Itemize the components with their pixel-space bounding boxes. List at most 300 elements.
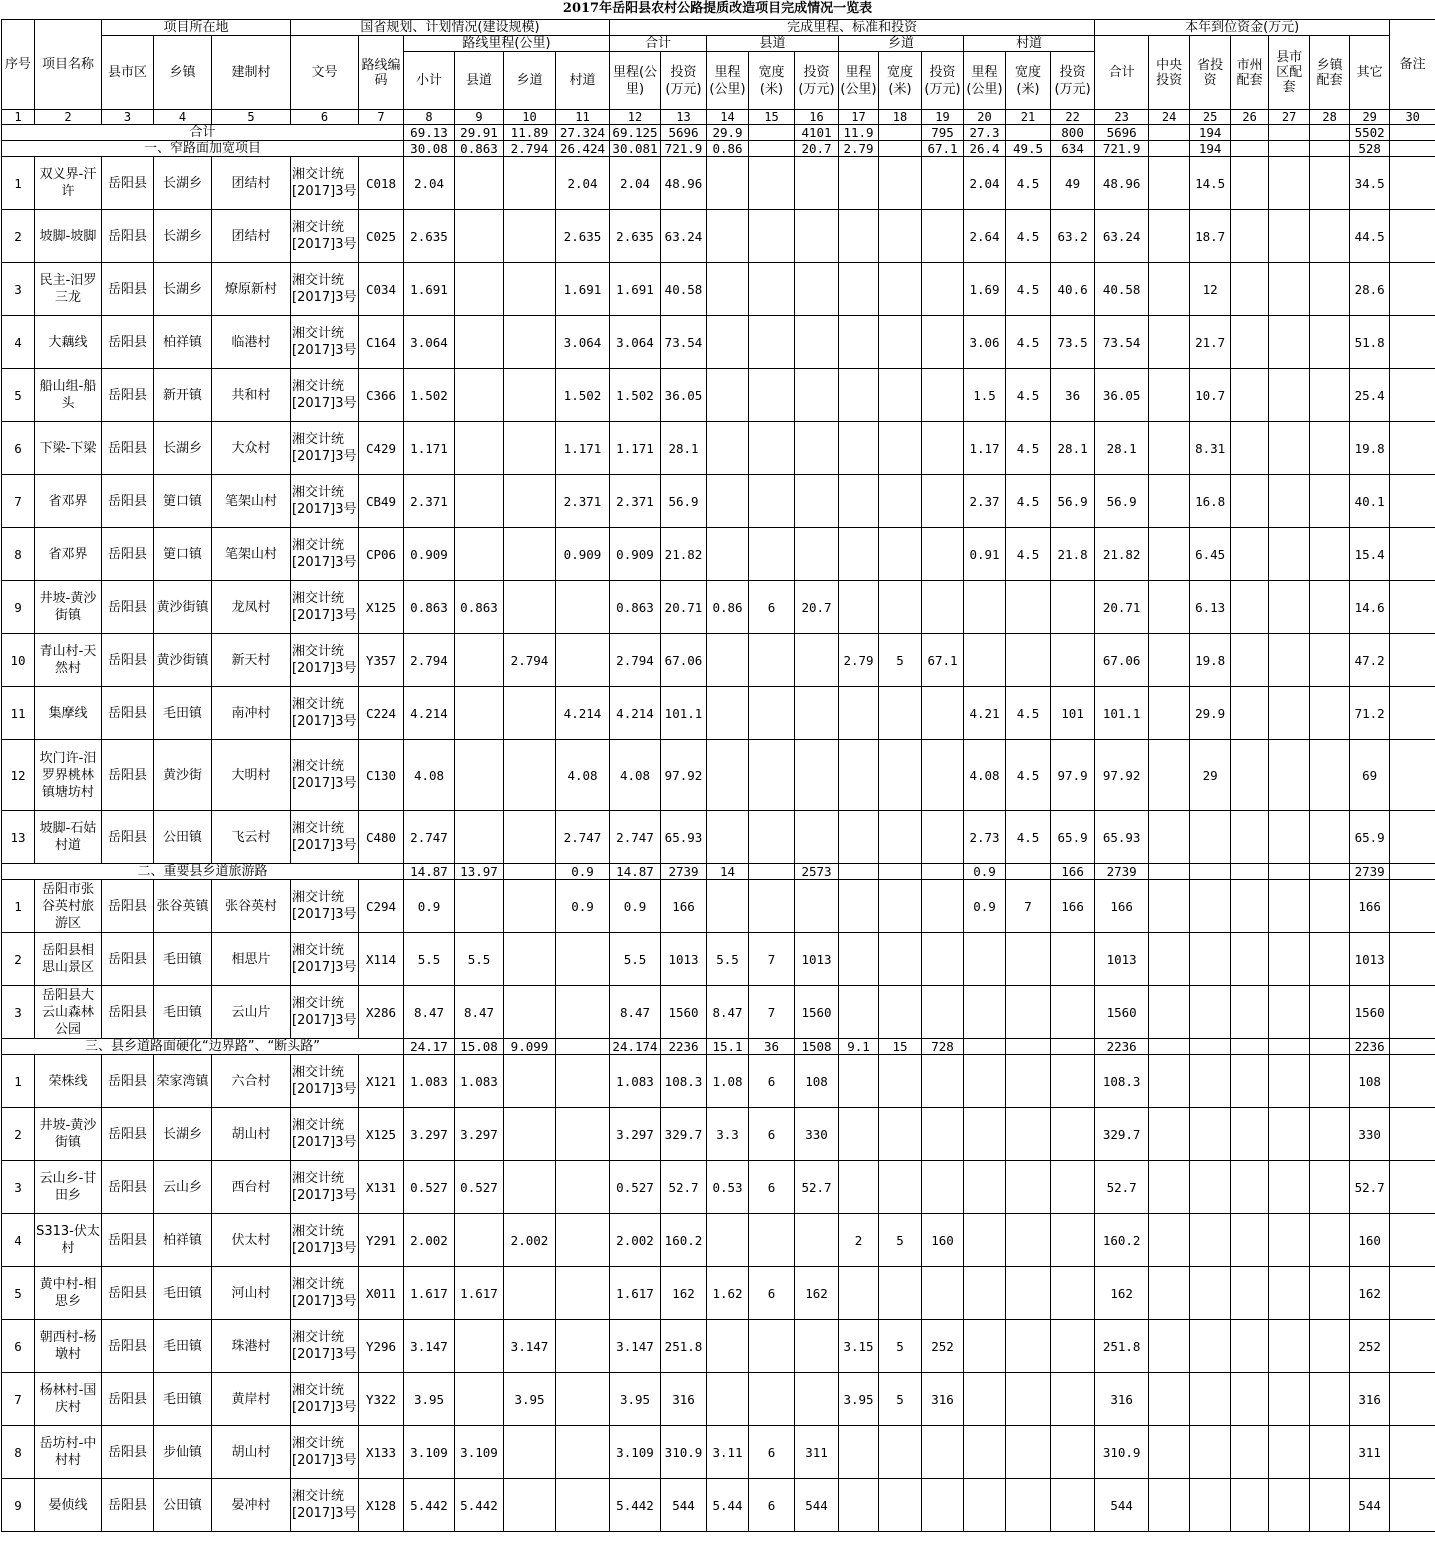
column-number: 8: [404, 110, 455, 125]
table-cell: [879, 1267, 922, 1320]
grand-total-row-cell: [1006, 125, 1051, 141]
header-route-mileage-group: 路线里程(公里): [404, 36, 610, 52]
section-total-row-cell: 30.081: [610, 141, 661, 157]
table-cell: 56.9: [1095, 475, 1149, 528]
table-cell: 3.297: [610, 1108, 661, 1161]
table-cell: [707, 475, 749, 528]
table-cell: 0.9: [610, 880, 661, 933]
column-number: 27: [1269, 110, 1310, 125]
section-total-row-cell: 0.9: [964, 864, 1006, 880]
table-cell: 1.08: [707, 1055, 749, 1108]
table-cell: [964, 1479, 1006, 1532]
table-cell: [1149, 1214, 1190, 1267]
table-cell: 4.214: [610, 687, 661, 740]
table-cell: [1190, 1267, 1231, 1320]
section-total-row-cell: [1231, 141, 1269, 157]
section-total-row-cell: [879, 141, 922, 157]
table-cell: [707, 316, 749, 369]
header-city: 市州配套: [1231, 36, 1269, 110]
table-cell: 2: [2, 210, 35, 263]
table-cell: [1269, 316, 1310, 369]
table-cell: 7: [2, 1373, 35, 1426]
table-cell: 4.08: [556, 740, 610, 811]
table-cell: [964, 1373, 1006, 1426]
table-cell: 2: [2, 1108, 35, 1161]
table-cell: 25.4: [1350, 369, 1390, 422]
table-cell: 1560: [795, 986, 839, 1039]
table-cell: 4.08: [404, 740, 455, 811]
table-cell: 1.083: [455, 1055, 504, 1108]
table-cell: 251.8: [661, 1320, 707, 1373]
table-cell: [1390, 422, 1435, 475]
table-cell: 3.064: [610, 316, 661, 369]
table-cell: 329.7: [1095, 1108, 1149, 1161]
section-total-row-cell: 36: [749, 1039, 795, 1055]
table-cell: [749, 263, 795, 316]
table-cell: [1231, 369, 1269, 422]
grand-total-row-cell: [749, 125, 795, 141]
header-project-name: 项目名称: [35, 20, 102, 110]
table-cell: 湘交计统[2017]3号: [291, 369, 359, 422]
table-cell: [504, 1426, 556, 1479]
table-cell: [1190, 1426, 1231, 1479]
table-cell: 48.96: [1095, 157, 1149, 210]
table-cell: 柏祥镇: [154, 316, 212, 369]
table-cell: 岳阳县: [102, 422, 154, 475]
table-cell: [1231, 986, 1269, 1039]
table-cell: [1269, 1108, 1310, 1161]
header-county-investment: 投资(万元): [795, 52, 839, 110]
table-cell: 长湖乡: [154, 422, 212, 475]
table-cell: [922, 1267, 964, 1320]
table-cell: CB49: [359, 475, 404, 528]
table-cell: 101: [1051, 687, 1095, 740]
grand-total-row-cell: 5696: [661, 125, 707, 141]
table-row: [2, 1320, 1435, 1373]
table-cell: [749, 1214, 795, 1267]
header-total-group: 合计: [610, 36, 707, 52]
section-total-row-cell: [1310, 141, 1350, 157]
column-number: 3: [102, 110, 154, 125]
table-row: [2, 811, 1435, 864]
table-cell: [1269, 263, 1310, 316]
table-cell: [707, 811, 749, 864]
table-row: [2, 933, 1435, 986]
table-cell: CP06: [359, 528, 404, 581]
table-cell: [455, 1373, 504, 1426]
table-cell: 4.5: [1006, 369, 1051, 422]
table-cell: [1231, 263, 1269, 316]
table-cell: 4.5: [1006, 475, 1051, 528]
table-cell: [922, 1161, 964, 1214]
table-cell: [1310, 1320, 1350, 1373]
table-cell: [455, 687, 504, 740]
table-cell: C429: [359, 422, 404, 475]
section-total-row-cell: 14.87: [404, 864, 455, 880]
column-number: 28: [1310, 110, 1350, 125]
table-cell: 3.11: [707, 1426, 749, 1479]
table-cell: [1390, 811, 1435, 864]
table-cell: [1390, 1161, 1435, 1214]
column-number: 4: [154, 110, 212, 125]
table-cell: [922, 880, 964, 933]
table-cell: C025: [359, 210, 404, 263]
table-cell: 湘交计统[2017]3号: [291, 740, 359, 811]
table-cell: 7: [1006, 880, 1051, 933]
table-cell: 8.47: [610, 986, 661, 1039]
table-cell: 101.1: [1095, 687, 1149, 740]
table-cell: 2.73: [964, 811, 1006, 864]
table-cell: 民主-汨罗三龙: [35, 263, 102, 316]
table-cell: 5.5: [707, 933, 749, 986]
table-cell: [455, 740, 504, 811]
table-cell: 310.9: [1095, 1426, 1149, 1479]
table-cell: [504, 1055, 556, 1108]
table-cell: [1269, 581, 1310, 634]
table-cell: [1390, 369, 1435, 422]
table-cell: [1269, 422, 1310, 475]
table-cell: [1310, 933, 1350, 986]
table-cell: 毛田镇: [154, 933, 212, 986]
table-cell: [1310, 581, 1350, 634]
table-cell: [504, 1479, 556, 1532]
table-cell: [556, 1161, 610, 1214]
table-cell: 柏祥镇: [154, 1214, 212, 1267]
table-cell: [795, 634, 839, 687]
table-cell: [1269, 1320, 1310, 1373]
table-cell: C224: [359, 687, 404, 740]
table-cell: [839, 581, 879, 634]
table-cell: 8.31: [1190, 422, 1231, 475]
table-cell: [879, 422, 922, 475]
table-cell: 3.297: [404, 1108, 455, 1161]
table-cell: 330: [1350, 1108, 1390, 1161]
table-cell: 筻口镇: [154, 475, 212, 528]
table-cell: [749, 1320, 795, 1373]
table-cell: X133: [359, 1426, 404, 1479]
table-cell: [839, 687, 879, 740]
table-cell: [1149, 880, 1190, 933]
table-cell: 40.1: [1350, 475, 1390, 528]
table-cell: [749, 1373, 795, 1426]
header-township-investment: 投资(万元): [922, 52, 964, 110]
header-township: 乡镇: [154, 36, 212, 110]
table-cell: [1051, 1320, 1095, 1373]
table-cell: [504, 1267, 556, 1320]
table-cell: 毛田镇: [154, 1320, 212, 1373]
table-cell: [1390, 475, 1435, 528]
table-cell: 2.371: [404, 475, 455, 528]
table-cell: 岳阳县: [102, 740, 154, 811]
table-cell: [1190, 1108, 1231, 1161]
table-cell: 燎原新村: [212, 263, 291, 316]
table-cell: [839, 1479, 879, 1532]
table-cell: 2.635: [556, 210, 610, 263]
table-cell: [1149, 528, 1190, 581]
table-cell: [1190, 1373, 1231, 1426]
column-number: 21: [1006, 110, 1051, 125]
table-cell: 329.7: [661, 1108, 707, 1161]
table-cell: [1231, 1479, 1269, 1532]
table-cell: [1051, 933, 1095, 986]
header-plan-group: 国省规划、计划情况(建设规模): [291, 20, 610, 36]
table-cell: [922, 986, 964, 1039]
table-cell: [1269, 1214, 1310, 1267]
table-cell: 岳阳县: [102, 1214, 154, 1267]
table-cell: [749, 369, 795, 422]
table-cell: Y291: [359, 1214, 404, 1267]
table-cell: [749, 210, 795, 263]
table-cell: [1006, 1055, 1051, 1108]
table-cell: [1310, 1055, 1350, 1108]
table-cell: 伏太村: [212, 1214, 291, 1267]
table-cell: 5: [879, 634, 922, 687]
table-cell: [1006, 1373, 1051, 1426]
table-cell: 岳阳县: [102, 687, 154, 740]
table-cell: 长湖乡: [154, 1108, 212, 1161]
table-cell: 黄中村-相思乡: [35, 1267, 102, 1320]
table-cell: [1310, 880, 1350, 933]
table-cell: 63.24: [1095, 210, 1149, 263]
table-cell: 2.64: [964, 210, 1006, 263]
section-total-row-cell: 20.7: [795, 141, 839, 157]
table-cell: 8: [2, 528, 35, 581]
table-cell: [1149, 634, 1190, 687]
table-cell: [1231, 475, 1269, 528]
header-village-group: 村道: [964, 36, 1095, 52]
column-number: 17: [839, 110, 879, 125]
header-county-match: 县市区配套: [1269, 36, 1310, 110]
table-cell: 湘交计统[2017]3号: [291, 1373, 359, 1426]
table-cell: 8.47: [404, 986, 455, 1039]
table-cell: [795, 1373, 839, 1426]
table-cell: [1390, 1055, 1435, 1108]
table-cell: 西台村: [212, 1161, 291, 1214]
table-cell: [879, 210, 922, 263]
table-cell: [795, 210, 839, 263]
table-cell: 48.96: [661, 157, 707, 210]
table-cell: 湘交计统[2017]3号: [291, 986, 359, 1039]
table-cell: 临港村: [212, 316, 291, 369]
section-total-row-cell: [1149, 141, 1190, 157]
table-cell: [1310, 986, 1350, 1039]
table-cell: 73.54: [1095, 316, 1149, 369]
column-number: 25: [1190, 110, 1231, 125]
table-cell: [1269, 528, 1310, 581]
table-cell: [1231, 1373, 1269, 1426]
table-cell: [1149, 933, 1190, 986]
table-cell: 2.371: [556, 475, 610, 528]
section-total-row: [2, 864, 1435, 880]
table-cell: 黄沙街: [154, 740, 212, 811]
table-row: [2, 263, 1435, 316]
table-cell: [1006, 1426, 1051, 1479]
table-cell: 3.064: [404, 316, 455, 369]
table-cell: [504, 475, 556, 528]
table-cell: 67.06: [661, 634, 707, 687]
table-cell: 13: [2, 811, 35, 864]
table-cell: 36.05: [661, 369, 707, 422]
grand-total-row-cell: 795: [922, 125, 964, 141]
table-cell: 40.6: [1051, 263, 1095, 316]
table-cell: [1006, 986, 1051, 1039]
table-cell: 4.5: [1006, 422, 1051, 475]
table-cell: 省邓界: [35, 475, 102, 528]
table-cell: [1051, 1267, 1095, 1320]
table-cell: X286: [359, 986, 404, 1039]
header-funds-total: 合计: [1095, 36, 1149, 110]
table-cell: [504, 581, 556, 634]
table-cell: [839, 475, 879, 528]
table-cell: 岳阳县: [102, 1161, 154, 1214]
grand-total-row: [2, 125, 1435, 141]
table-cell: 0.9: [964, 880, 1006, 933]
column-number: 15: [749, 110, 795, 125]
table-row: [2, 1479, 1435, 1532]
header-remark: 备注: [1390, 20, 1435, 110]
table-row: [2, 880, 1435, 933]
table-cell: 2.79: [839, 634, 879, 687]
table-row: [2, 1214, 1435, 1267]
table-cell: 3.064: [556, 316, 610, 369]
table-cell: 1.502: [556, 369, 610, 422]
table-cell: [1149, 811, 1190, 864]
section-total-row-cell: 2236: [1350, 1039, 1390, 1055]
table-cell: 67.1: [922, 634, 964, 687]
header-funds-group: 本年到位资金(万元): [1095, 20, 1390, 36]
header-village: 建制村: [212, 36, 291, 110]
table-cell: 0.9: [404, 880, 455, 933]
table-cell: 9: [2, 581, 35, 634]
table-cell: X131: [359, 1161, 404, 1214]
section-total-row-cell: 30.08: [404, 141, 455, 157]
section-total-row-cell: 728: [922, 1039, 964, 1055]
table-cell: [504, 986, 556, 1039]
table-cell: [964, 986, 1006, 1039]
table-cell: 4.08: [964, 740, 1006, 811]
table-cell: 4.5: [1006, 157, 1051, 210]
table-cell: [707, 1214, 749, 1267]
table-cell: [795, 157, 839, 210]
header-location-group: 项目所在地: [102, 20, 291, 36]
table-cell: [1269, 1267, 1310, 1320]
table-cell: 65.93: [661, 811, 707, 864]
header-county: 县市区: [102, 36, 154, 110]
table-cell: [879, 1161, 922, 1214]
table-cell: 飞云村: [212, 811, 291, 864]
table-cell: [1190, 880, 1231, 933]
table-cell: 162: [1095, 1267, 1149, 1320]
table-cell: [556, 933, 610, 986]
table-cell: [504, 210, 556, 263]
table-cell: [1149, 1055, 1190, 1108]
table-cell: [1269, 369, 1310, 422]
table-cell: S313-伏太村: [35, 1214, 102, 1267]
table-cell: 47.2: [1350, 634, 1390, 687]
table-cell: 252: [922, 1320, 964, 1373]
table-cell: 252: [1350, 1320, 1390, 1373]
table-cell: 5: [2, 369, 35, 422]
table-cell: 湘交计统[2017]3号: [291, 1055, 359, 1108]
table-cell: [1231, 811, 1269, 864]
table-cell: 18.7: [1190, 210, 1231, 263]
table-cell: 杨林村-国庆村: [35, 1373, 102, 1426]
table-cell: [1390, 1426, 1435, 1479]
table-cell: 2.04: [964, 157, 1006, 210]
table-cell: [839, 157, 879, 210]
table-cell: 108: [795, 1055, 839, 1108]
table-cell: [922, 316, 964, 369]
table-cell: 湘交计统[2017]3号: [291, 1320, 359, 1373]
table-cell: [556, 986, 610, 1039]
table-cell: 湘交计统[2017]3号: [291, 1108, 359, 1161]
table-cell: 大明村: [212, 740, 291, 811]
table-cell: 6: [749, 1055, 795, 1108]
table-cell: 14.6: [1350, 581, 1390, 634]
table-cell: 相思片: [212, 933, 291, 986]
grand-total-row-cell: [1231, 125, 1269, 141]
table-cell: [1269, 687, 1310, 740]
table-cell: 160.2: [661, 1214, 707, 1267]
section-total-row-cell: [1310, 864, 1350, 880]
table-cell: 晏侦线: [35, 1479, 102, 1532]
header-total-mileage: 里程(公里): [610, 52, 661, 110]
table-cell: 云山乡-甘田乡: [35, 1161, 102, 1214]
table-cell: 0.9: [556, 880, 610, 933]
table-cell: [922, 422, 964, 475]
table-cell: 5: [2, 1267, 35, 1320]
table-cell: [1149, 1161, 1190, 1214]
table-cell: [1231, 933, 1269, 986]
table-cell: 4.5: [1006, 687, 1051, 740]
table-cell: 岳阳县: [102, 157, 154, 210]
table-cell: [879, 157, 922, 210]
table-cell: 1.17: [964, 422, 1006, 475]
table-cell: [839, 316, 879, 369]
section-total-row-cell: 166: [1051, 864, 1095, 880]
table-cell: [556, 634, 610, 687]
table-cell: 160: [922, 1214, 964, 1267]
table-cell: [1149, 369, 1190, 422]
table-cell: [1269, 933, 1310, 986]
table-cell: 65.9: [1051, 811, 1095, 864]
table-cell: [964, 1055, 1006, 1108]
table-cell: [1006, 1267, 1051, 1320]
section-total-row: [2, 141, 1435, 157]
table-cell: 2.04: [556, 157, 610, 210]
table-cell: [1310, 811, 1350, 864]
table-cell: 73.5: [1051, 316, 1095, 369]
table-cell: [556, 581, 610, 634]
section-total-row-cell: 26.424: [556, 141, 610, 157]
table-cell: [922, 210, 964, 263]
table-row: [2, 740, 1435, 811]
table-cell: [1231, 528, 1269, 581]
table-cell: [1390, 634, 1435, 687]
table-cell: 1.171: [556, 422, 610, 475]
table-cell: 1560: [1095, 986, 1149, 1039]
table-cell: [879, 687, 922, 740]
table-cell: 3.147: [504, 1320, 556, 1373]
table-cell: [839, 811, 879, 864]
table-cell: [1149, 1267, 1190, 1320]
table-cell: [707, 422, 749, 475]
column-number: 5: [212, 110, 291, 125]
table-cell: 笔架山村: [212, 528, 291, 581]
table-cell: [749, 634, 795, 687]
table-cell: [455, 1214, 504, 1267]
table-cell: 3.109: [404, 1426, 455, 1479]
